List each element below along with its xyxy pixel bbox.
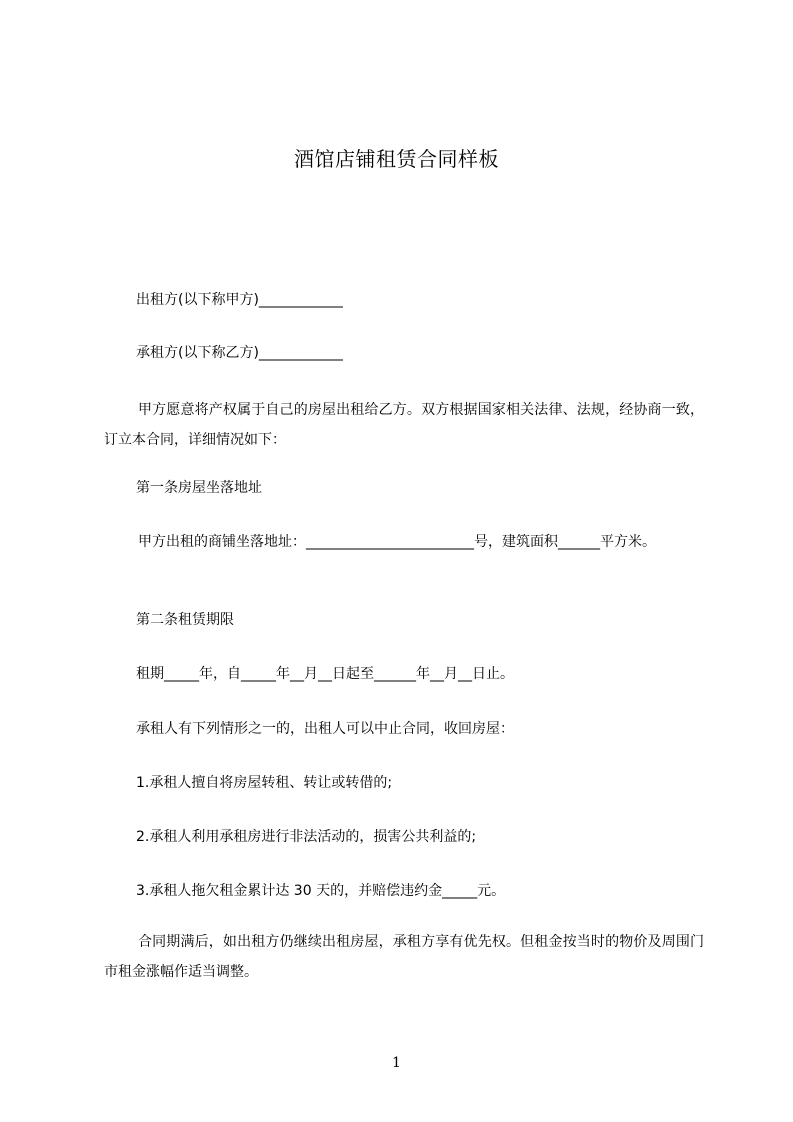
- paragraph-intro: 甲方愿意将产权属于自己的房屋出租给乙方。双方根据国家相关法律、法规，经协商一致，订立本合同，详细情况如下：: [104, 402, 704, 448]
- list-item-2: 2.承租人利用承租房进行非法活动的，损害公共利益的;: [136, 829, 477, 845]
- list-item-3: 3.承租人拖欠租金累计达 30 天的，并赔偿违约金_____元。: [136, 883, 506, 899]
- paragraph-renewal: 合同期满后，如出租方仍继续出租房屋，承租方享有优先权。但租金按当时的物价及周围门市租金涨幅作适当调整。: [104, 934, 704, 980]
- heading-article-1: 第一条房屋坐落地址: [136, 480, 262, 496]
- paragraph-lessee: 承租方(以下称乙方)____________: [136, 345, 343, 361]
- paragraph-termination-conditions: 承租人有下列情形之一的，出租人可以中止合同，收回房屋：: [136, 721, 514, 737]
- page-number: 1: [392, 1055, 401, 1071]
- paragraph-lease-term: 租期_____年，自_____年__月__日起至______年__月__日止。: [136, 666, 514, 682]
- document-title: 酒馆店铺租赁合同样板: [294, 147, 499, 171]
- heading-article-2: 第二条租赁期限: [136, 612, 234, 628]
- paragraph-address: 甲方出租的商铺坐落地址：________________________号，建筑面积______平方米。: [138, 534, 656, 550]
- paragraph-lessor: 出租方(以下称甲方)____________: [136, 292, 343, 308]
- list-item-1: 1.承租人擅自将房屋转租、转让或转借的;: [136, 775, 393, 791]
